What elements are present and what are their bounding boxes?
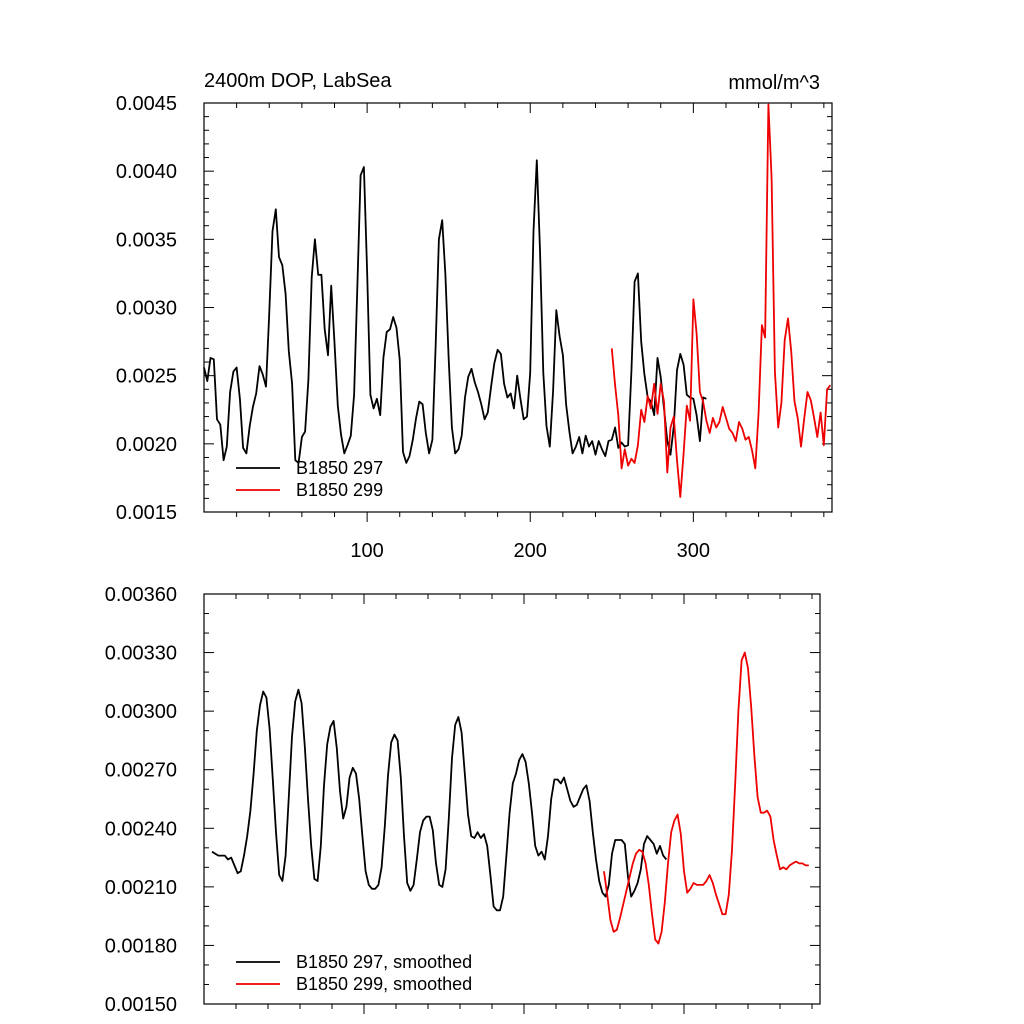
plot-frame <box>204 103 832 512</box>
y-tick-label: 0.00270 <box>104 759 177 782</box>
series-line-2 <box>604 653 809 944</box>
legend-label: B1850 297, smoothed <box>296 952 473 972</box>
legend-label: B1850 297 <box>296 458 384 478</box>
chart-panel-1 <box>116 70 832 562</box>
y-tick-label: 0.0030 <box>115 297 177 320</box>
legend-label: B1850 299, smoothed <box>296 974 473 994</box>
y-tick-label: 0.0045 <box>115 93 177 115</box>
chart-panel-2 <box>105 584 820 1016</box>
plot-title: 2400m DOP, LabSea <box>204 70 392 92</box>
y-tick-label: 0.00150 <box>104 994 177 1016</box>
y-tick-label: 0.0015 <box>115 502 177 524</box>
y-tick-label: 0.0035 <box>115 229 177 252</box>
legend-label: B1850 299 <box>296 480 384 500</box>
y-tick-label: 0.00300 <box>104 701 177 724</box>
units-label: mmol/m^3 <box>728 72 820 94</box>
y-tick-label: 0.00360 <box>104 584 177 606</box>
y-tick-label: 0.00210 <box>104 876 177 899</box>
y-tick-label: 0.0020 <box>115 433 177 456</box>
x-tick-label: 100 <box>350 540 384 562</box>
y-tick-label: 0.00330 <box>104 642 177 665</box>
y-tick-label: 0.00240 <box>104 818 177 841</box>
x-tick-label: 300 <box>676 540 711 562</box>
x-tick-label: 200 <box>513 540 547 562</box>
y-tick-label: 0.0025 <box>115 365 177 388</box>
y-tick-label: 0.00180 <box>104 935 177 958</box>
series-line-1 <box>204 160 706 463</box>
series-line-2 <box>612 104 831 497</box>
y-tick-label: 0.0040 <box>115 161 177 184</box>
series-line-1 <box>212 690 666 911</box>
